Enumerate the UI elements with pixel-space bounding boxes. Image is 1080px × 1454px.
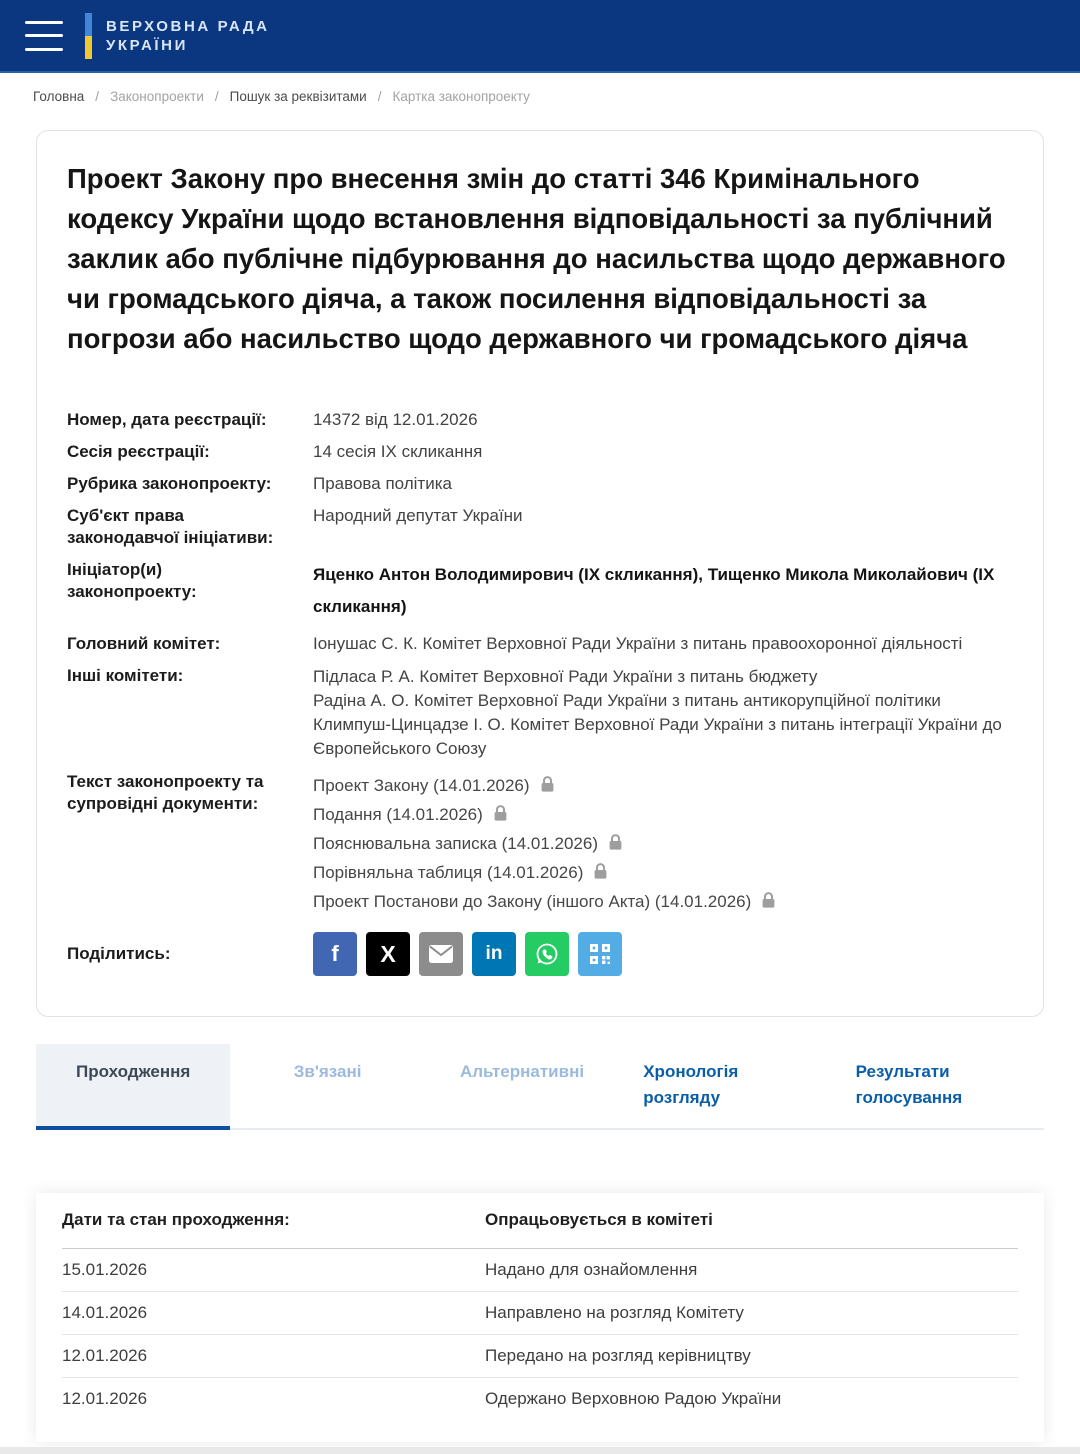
document-label: Пояснювальна записка (14.01.2026) (313, 833, 598, 853)
breadcrumb-current: Картка законопроекту (392, 89, 530, 104)
committee-item: Климпуш-Цинцадзе І. О. Комітет Верховної Ради України з питань інтеграції України до Європейського Союзу (313, 715, 1002, 758)
document-link[interactable] (313, 858, 1013, 887)
field-registration-session (67, 441, 1013, 463)
field-label: Текст законопроекту та супровідні документи: (67, 772, 264, 813)
field-label: Інші комітети: (67, 666, 184, 685)
document-label: Проект Постанови до Закону (іншого Акта) (14.01.2026) (313, 891, 752, 911)
progress-table (36, 1193, 1044, 1442)
breadcrumb-separator: / (214, 89, 219, 104)
breadcrumb-separator: / (95, 89, 100, 104)
facebook-icon: f (331, 941, 339, 966)
document-link[interactable] (313, 800, 1013, 829)
share-x-button[interactable] (366, 932, 410, 976)
breadcrumb-search[interactable]: Пошук за реквізитами (229, 89, 367, 104)
row-date: 15.01.2026 (62, 1260, 148, 1279)
breadcrumb-separator: / (377, 89, 382, 104)
share-whatsapp-button[interactable] (525, 932, 569, 976)
footer-strip (0, 1447, 1080, 1454)
field-label: Номер, дата реєстрації: (67, 410, 267, 429)
share-buttons (313, 932, 1013, 976)
document-link[interactable] (313, 887, 1013, 916)
progress-table-header (62, 1193, 1018, 1249)
field-value: Яценко Антон Володимирович (IX скликання), Тищенко Микола Миколайович (IX скликання) (313, 565, 995, 616)
row-status: Направлено на розгляд Комітету (485, 1303, 744, 1322)
logo-text: ВЕРХОВНА РАДА УКРАЇНИ (106, 17, 270, 54)
section-tabs (36, 1044, 1044, 1130)
field-label: Ініціатор(и) законопроекту: (67, 560, 197, 601)
lock-icon (607, 833, 624, 852)
breadcrumb (33, 89, 1080, 104)
row-date: 14.01.2026 (62, 1303, 148, 1322)
tab-alternatives[interactable]: Альтернативні (425, 1044, 619, 1130)
document-label: Порівняльна таблиця (14.01.2026) (313, 862, 584, 882)
table-row (62, 1335, 1018, 1378)
field-rubric (67, 473, 1013, 495)
document-label: Проект Закону (14.01.2026) (313, 775, 530, 795)
lock-icon (760, 891, 777, 910)
field-documents (67, 771, 1013, 916)
breadcrumb-bills[interactable]: Законопроекти (110, 89, 204, 104)
field-registration-number (67, 409, 1013, 431)
row-date: 12.01.2026 (62, 1389, 148, 1408)
rada-logo[interactable] (85, 13, 270, 59)
other-committees-list (313, 665, 1013, 761)
lock-icon (592, 862, 609, 881)
row-status: Одержано Верховною Радою України (485, 1389, 782, 1408)
documents-list (313, 771, 1013, 916)
table-row (62, 1378, 1018, 1420)
column-header-status: Опрацьовується в комітеті (485, 1210, 713, 1229)
x-twitter-icon: X (380, 940, 396, 967)
field-value: 14 сесія IX скликання (313, 442, 483, 461)
column-header-dates: Дати та стан проходження: (62, 1210, 290, 1229)
committee-item: Підласа Р. А. Комітет Верховної Ради України з питань бюджету (313, 667, 818, 686)
field-label: Поділитись: (67, 944, 171, 963)
tab-progress[interactable]: Проходження (36, 1044, 230, 1130)
lock-icon (492, 804, 509, 823)
field-value: Народний депутат України (313, 506, 523, 525)
row-status: Надано для ознайомлення (485, 1260, 698, 1279)
hamburger-menu-icon[interactable] (25, 21, 63, 51)
document-link[interactable] (313, 771, 1013, 800)
field-value: 14372 від 12.01.2026 (313, 410, 478, 429)
tab-chronology[interactable]: Хронологія розгляду (619, 1044, 831, 1130)
field-label: Сесія реєстрації: (67, 442, 210, 461)
field-initiative-subject (67, 505, 1013, 549)
field-initiators (67, 559, 1013, 623)
field-share (67, 932, 1013, 976)
bill-card (36, 130, 1044, 1017)
lock-icon (539, 775, 556, 794)
field-value: Іонушас С. К. Комітет Верховної Ради України з питань правоохоронної діяльності (313, 634, 963, 653)
field-label: Рубрика законопроекту: (67, 474, 272, 493)
tab-voting-results[interactable]: Результати голосування (832, 1044, 1044, 1130)
linkedin-icon: in (485, 943, 503, 964)
bill-title: Проект Закону про внесення змін до статті 346 Кримінального кодексу України щодо встановлення відповідальності за публічний заклик або публічне підбурювання до насильства щодо державного чи громадського діяча, а також посилення відповідальності за погрози або насильство щодо державного чи громадського діяча (67, 163, 1006, 354)
field-label: Суб'єкт права законодавчої ініціативи: (67, 506, 274, 547)
qr-code-icon (588, 942, 612, 966)
tab-related[interactable]: Зв'язані (230, 1044, 424, 1130)
whatsapp-icon (534, 941, 560, 967)
share-linkedin-button[interactable] (472, 932, 516, 976)
committee-item: Радіна А. О. Комітет Верховної Ради України з питань антикорупційної політики (313, 691, 941, 710)
breadcrumb-home[interactable]: Головна (33, 89, 85, 104)
document-link[interactable] (313, 829, 1013, 858)
email-icon (429, 945, 453, 963)
field-other-committees (67, 665, 1013, 761)
table-row (62, 1249, 1018, 1292)
row-status: Передано на розгляд керівництву (485, 1346, 751, 1365)
app-header (0, 0, 1080, 73)
table-row (62, 1292, 1018, 1335)
field-value: Правова політика (313, 474, 452, 493)
share-facebook-button[interactable] (313, 932, 357, 976)
field-label: Головний комітет: (67, 634, 221, 653)
share-qr-button[interactable] (578, 932, 622, 976)
share-email-button[interactable] (419, 932, 463, 976)
flag-icon (85, 13, 92, 59)
progress-table-body (62, 1249, 1018, 1420)
field-main-committee (67, 633, 1013, 655)
row-date: 12.01.2026 (62, 1346, 148, 1365)
document-label: Подання (14.01.2026) (313, 804, 483, 824)
